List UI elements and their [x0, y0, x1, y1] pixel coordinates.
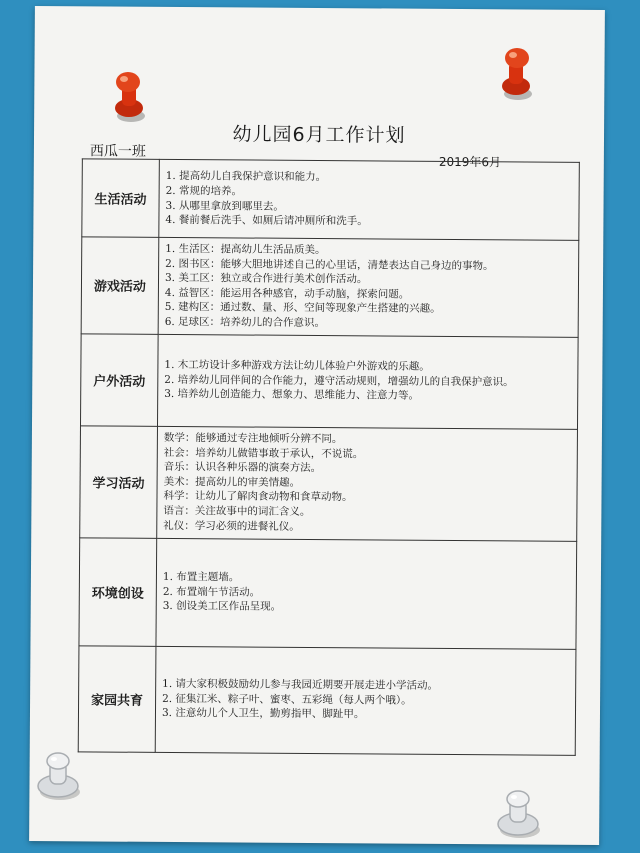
- category-cell: 学习活动: [80, 425, 158, 538]
- category-cell: 游戏活动: [81, 237, 159, 334]
- table-row: [80, 425, 578, 540]
- category-cell: 环境创设: [79, 537, 157, 646]
- list-item: 3. 注意幼儿个人卫生，勤剪指甲、脚趾甲。: [161, 707, 365, 721]
- list-item: 1. 请大家积极鼓励幼儿参与我园近期要开展走进小学活动。: [162, 678, 439, 693]
- list-item: 5. 建构区：通过数、量、形、空间等现象产生搭建的兴趣。: [164, 301, 441, 316]
- list-item: 1. 提高幼儿自我保护意识和能力。: [165, 170, 327, 184]
- list-item: 4. 餐前餐后洗手、如厕后请冲厕所和洗手。: [165, 214, 368, 228]
- list-item: 2. 常规的培养。: [165, 184, 243, 198]
- list-item: 1. 生活区：提高幼儿生活品质美。: [165, 242, 326, 257]
- list-item: 科学：让幼儿了解肉食动物和食草动物。: [163, 490, 353, 504]
- list-item: 3. 美工区：独立或合作进行美术创作活动。: [164, 272, 368, 286]
- list-item: 数学：能够通过专注地倾听分辨不同。: [163, 431, 343, 446]
- list-item: 1. 木工坊设计多种游戏方法让幼儿体验户外游戏的乐趣。: [164, 359, 430, 373]
- items-cell: [156, 538, 577, 649]
- list-item: 礼仪：学习必须的进餐礼仪。: [163, 519, 300, 533]
- list-item: 3. 创设美工区作品呈现。: [162, 600, 282, 614]
- class-name: 西瓜一班: [89, 143, 146, 160]
- items-cell: [157, 426, 578, 541]
- page-title: 幼儿园6月工作计划: [232, 123, 406, 147]
- table-row: [81, 237, 579, 337]
- list-item: 2. 培养幼儿同伴间的合作能力，遵守活动规则，增强幼儿的自我保护意识。: [164, 373, 514, 389]
- list-item: 3. 从哪里拿放到哪里去。: [165, 199, 284, 213]
- paper-sheet: [29, 6, 605, 845]
- items-cell: [157, 334, 578, 429]
- clear-pushpin-icon: [30, 748, 88, 804]
- list-item: 2. 布置端午节活动。: [162, 585, 261, 599]
- clear-pushpin-icon: [490, 786, 548, 842]
- list-item: 3. 培养幼儿创造能力、想象力、思维能力、注意力等。: [164, 388, 420, 403]
- plan-date: 2019年6月: [438, 154, 502, 170]
- list-item: 音乐：认识各种乐器的演奏方法。: [163, 461, 322, 475]
- plan-table: [78, 158, 580, 755]
- table-row: [82, 159, 580, 240]
- table-row: [78, 645, 576, 754]
- list-item: 语言：关注故事中的词汇含义。: [163, 504, 311, 518]
- category-cell: 家园共育: [78, 645, 156, 752]
- items-cell: [158, 237, 579, 336]
- red-pushpin-icon: [492, 44, 542, 102]
- table-row: [80, 333, 578, 428]
- list-item: 1. 布置主题墙。: [162, 571, 240, 584]
- items-cell: [159, 159, 580, 240]
- list-item: 社会：培养幼儿做错事敢于承认，不说谎。: [163, 446, 364, 460]
- list-item: 美术：提高幼儿的审美情趣。: [163, 475, 301, 489]
- list-item: 2. 征集江米、粽子叶、蜜枣、五彩绳（每人两个哦）。: [162, 692, 412, 707]
- category-cell: 户外活动: [80, 333, 158, 426]
- list-item: 4. 益智区：能运用各种感官，动手动脑，探索问题。: [164, 286, 410, 301]
- category-cell: 生活活动: [82, 159, 160, 238]
- items-cell: [155, 646, 576, 755]
- red-pushpin-icon: [105, 66, 155, 124]
- table-row: [79, 537, 577, 648]
- list-item: 2. 图书区：能够大胆地讲述自己的心里话，清楚表达自己身边的事物。: [165, 257, 494, 272]
- list-item: 6. 足球区：培养幼儿的合作意识。: [164, 315, 326, 330]
